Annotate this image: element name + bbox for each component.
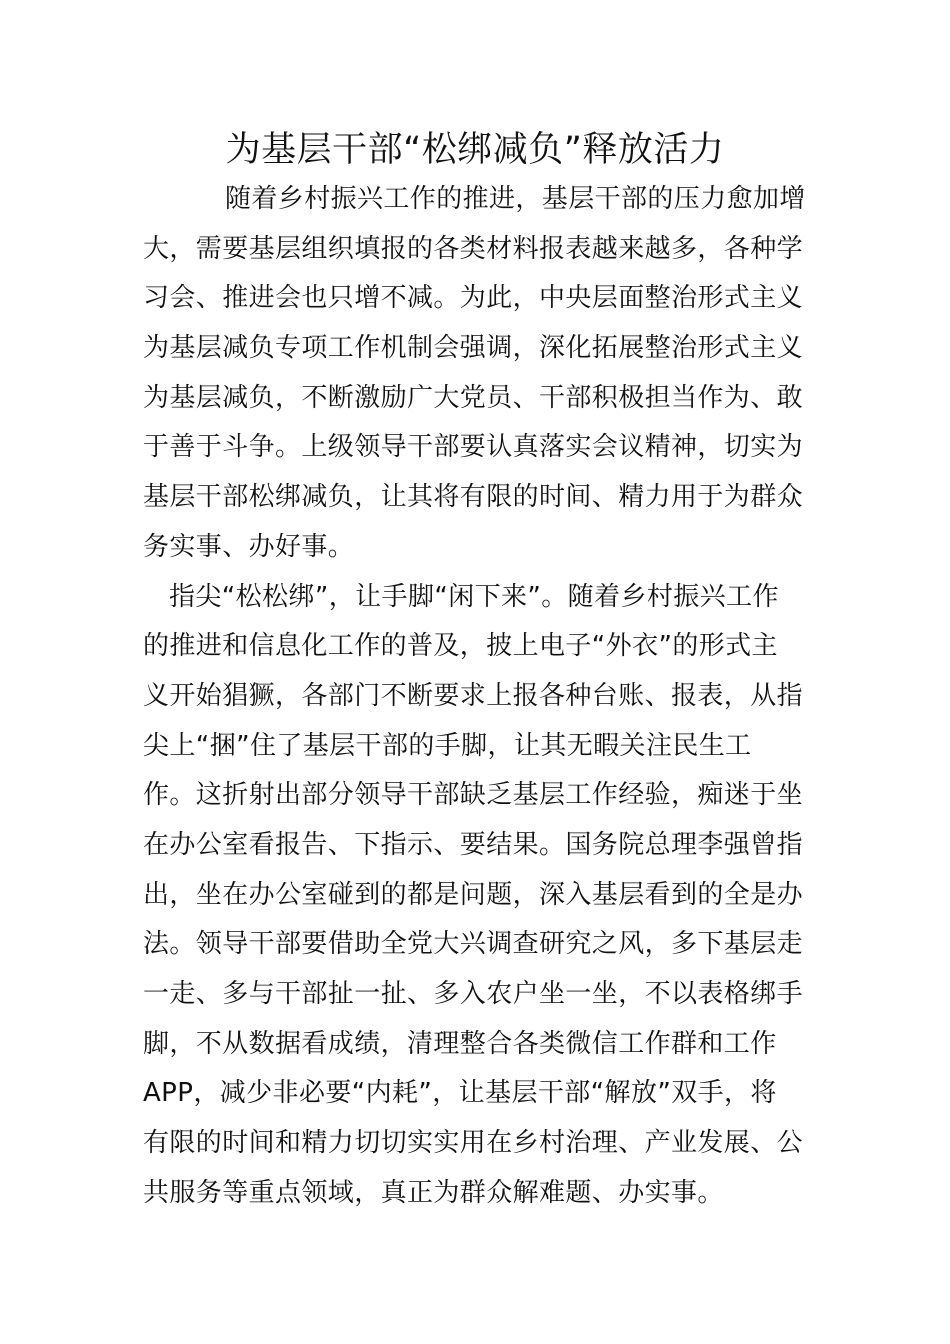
text-line: 为基层减负，不断激励广大党员、干部积极担当作为、敢 <box>143 382 804 413</box>
text-line: 有限的时间和精力切切实实用在乡村治理、产业发展、公 <box>143 1128 804 1159</box>
paragraph-1 <box>143 175 809 573</box>
text-line: 务实事、办好事。 <box>143 531 355 562</box>
text-line: 的推进和信息化工作的普及，披上电子“外衣”的形式主 <box>143 631 778 662</box>
text-line: 习会、推进会也只增不减。为此，中央层面整治形式主义 <box>143 283 804 314</box>
paragraph-2 <box>143 573 809 1219</box>
text-line: 一走、多与干部扯一扯、多入农户坐一坐，不以表格绑手 <box>143 979 804 1009</box>
text-line: 指尖“松松绑”，让手脚“闲下来”。随着乡村振兴工作 <box>169 581 779 612</box>
text-line: 为基层减负专项工作机制会强调，深化拓展整治形式主义 <box>143 333 804 364</box>
text-line: 大，需要基层组织填报的各类材料报表越来越多，各种学 <box>143 233 804 264</box>
text-line: 共服务等重点领域，真正为群众解难题、办实事。 <box>143 1177 724 1208</box>
text-line: 随着乡村振兴工作的推进，基层干部的压力愈加增 <box>225 184 806 214</box>
text-line: 于善于斗争。上级领导干部要认真落实会议精神，切实为 <box>143 432 804 463</box>
text-line: APP，减少非必要“内耗”，让基层干部“解放”双手，将 <box>143 1078 777 1109</box>
text-line: 尖上“捆”住了基层干部的手脚，让其无暇关注民生工 <box>143 730 752 761</box>
text-line: 基层干部松绑减负，让其将有限的时间、精力用于为群众 <box>143 482 804 513</box>
text-line: 在办公室看报告、下指示、要结果。国务院总理李强曾指 <box>143 829 804 860</box>
text-line: 义开始猖獗，各部门不断要求上报各种台账、报表，从指 <box>143 680 804 711</box>
document-body <box>143 175 809 1218</box>
document-title: 为基层干部“松绑减负”释放活力 <box>225 130 725 170</box>
text-line: 脚，不从数据看成绩，清理整合各类微信工作群和工作 <box>143 1028 777 1059</box>
text-line: 出，坐在办公室碰到的都是问题，深入基层看到的全是办 <box>143 879 804 910</box>
text-line: 法。领导干部要借助全党大兴调查研究之风，多下基层走 <box>143 929 804 960</box>
text-line: 作。这折射出部分领导干部缺乏基层工作经验，痴迷于坐 <box>143 780 804 811</box>
